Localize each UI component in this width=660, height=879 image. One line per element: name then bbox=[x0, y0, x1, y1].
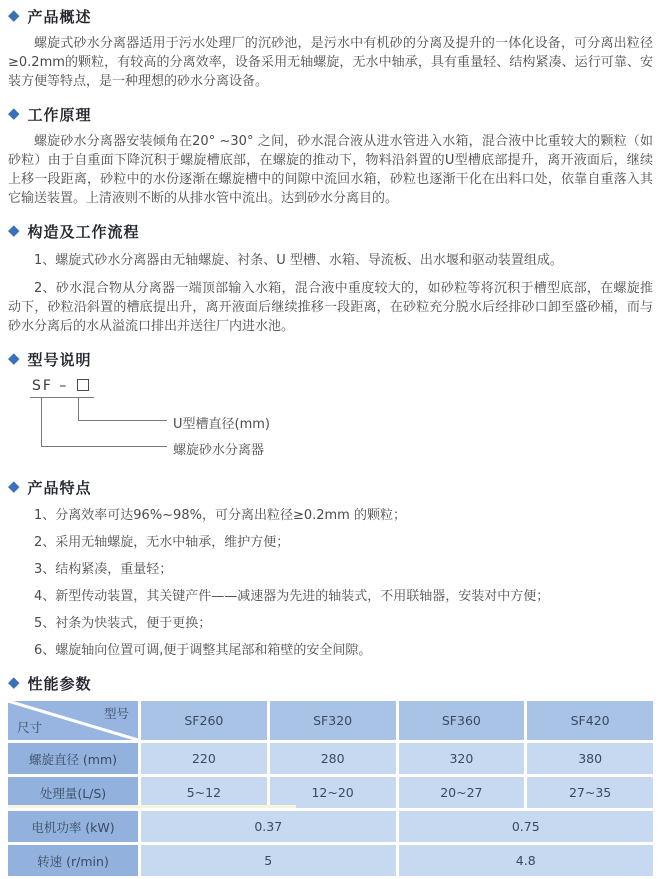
table-cell: 12~20 bbox=[270, 777, 396, 808]
section-heading-overview bbox=[8, 6, 653, 27]
table-cell: 5 bbox=[141, 845, 396, 876]
table-cell: 27~35 bbox=[527, 777, 653, 808]
diagram-line-horizontal-prefix bbox=[41, 446, 167, 447]
section-title-model: 型号说明 bbox=[27, 351, 92, 369]
section-heading-features bbox=[8, 477, 653, 498]
section-heading-model bbox=[8, 349, 653, 370]
model-code-diagram bbox=[32, 378, 653, 464]
table-row-rotation-speed bbox=[8, 845, 653, 876]
table-header-row bbox=[8, 701, 653, 740]
feature-item: 2、采用无轴螺旋，无水中轴承，维护方便； bbox=[34, 535, 290, 550]
section-heading-structure bbox=[8, 221, 653, 242]
row-label: 处理量(L/S) bbox=[8, 777, 138, 808]
section-title-features: 产品特点 bbox=[27, 479, 92, 497]
diamond-bullet-icon: ◆ bbox=[8, 477, 20, 495]
diagram-line-horizontal-box bbox=[78, 420, 167, 421]
section-heading-parameters bbox=[8, 673, 653, 694]
feature-item: 4、新型传动装置，其关键产件——减速器为先进的轴装式，不用联轴器，安装对中方便； bbox=[34, 589, 550, 604]
diagram-label-box-meaning: U型槽直径(mm) bbox=[173, 417, 270, 432]
diamond-bullet-icon: ◆ bbox=[8, 673, 20, 691]
table-cell: 320 bbox=[399, 743, 525, 774]
section-heading-principle bbox=[8, 104, 653, 125]
table-cell: 0.37 bbox=[141, 811, 396, 842]
table-cell: 280 bbox=[270, 743, 396, 774]
row-label: 转速 (r/min) bbox=[8, 845, 138, 876]
structure-item: 1、螺旋式砂水分离器由无轴螺旋、衬条、U 型槽、水箱、导流板、出水堰和驱动装置组成。 bbox=[34, 253, 563, 268]
section-title-overview: 产品概述 bbox=[27, 8, 92, 26]
table-model-header: SF320 bbox=[270, 701, 396, 740]
model-code-prefix: SF bbox=[32, 378, 53, 394]
table-cell: 20~27 bbox=[399, 777, 525, 808]
feature-item: 5、衬条为快装式，便于更换； bbox=[34, 616, 212, 631]
section-title-structure: 构造及工作流程 bbox=[27, 223, 140, 241]
table-row-screw-diameter bbox=[8, 743, 653, 774]
table-row-capacity bbox=[8, 777, 653, 808]
diagram-underline bbox=[30, 397, 94, 398]
table-cell: 4.8 bbox=[399, 845, 654, 876]
table-cell: 0.75 bbox=[399, 811, 654, 842]
model-code bbox=[32, 378, 89, 394]
table-cell: 380 bbox=[527, 743, 653, 774]
diamond-bullet-icon: ◆ bbox=[8, 104, 20, 122]
row-label: 电机功率 (kW) bbox=[8, 811, 138, 842]
diagram-line-vertical-prefix bbox=[41, 397, 42, 447]
corner-label-size: 尺寸 bbox=[17, 720, 43, 735]
structure-item: 2、砂水混合物从分离器一端顶部输入水箱，混合液中重度较大的，如砂粒等将沉积于槽型底部，在螺旋推动下，砂粒沿斜置的槽底提出升，离开液面后继续推移一段距离，在砂粒充分脱水后经排砂口卸至盛砂桶，而与砂水分离后的水从溢流口排出并送往厂内进水池。 bbox=[8, 281, 653, 334]
diamond-bullet-icon: ◆ bbox=[8, 6, 20, 24]
section-title-parameters: 性能参数 bbox=[27, 675, 92, 693]
performance-table bbox=[5, 698, 656, 879]
corner-label-model: 型号 bbox=[103, 706, 129, 721]
overview-paragraph: 螺旋式砂水分离器适用于污水处理厂的沉砂池，是污水中有机砂的分离及提升的一体化设备，可分离出粒径≥0.2mm的颗粒，有较高的分离效率，设备采用无轴螺旋，无水中轴承，具有重量轻、结构紧凑、运行可靠、安装方便等特点，是一种理想的砂水分离设备。 bbox=[8, 36, 653, 89]
model-placeholder-box bbox=[77, 379, 89, 391]
section-title-principle: 工作原理 bbox=[27, 106, 92, 124]
feature-item: 3、结构紧凑，重量轻； bbox=[34, 562, 173, 577]
table-row-motor-power bbox=[8, 811, 653, 842]
model-code-dash: – bbox=[59, 378, 69, 394]
table-corner-cell bbox=[8, 701, 138, 740]
table-cell: 220 bbox=[141, 743, 267, 774]
diamond-bullet-icon: ◆ bbox=[8, 349, 20, 367]
diagram-label-prefix-meaning: 螺旋砂水分离器 bbox=[173, 443, 265, 458]
table-cell: 5~12 bbox=[141, 777, 267, 808]
feature-item: 6、螺旋轴向位置可调,便于调整其尾部和箱壁的安全间隙。 bbox=[34, 643, 372, 658]
table-model-header: SF420 bbox=[527, 701, 653, 740]
diagram-line-vertical-box bbox=[78, 397, 79, 421]
principle-paragraph: 螺旋砂水分离器安装倾角在20° ~30° 之间，砂水混合液从进水管进入水箱，混合液中比重较大的颗粒（如砂粒）由于自重面下降沉积于螺旋槽底部，在螺旋的推动下，物料沿斜置的U型槽底部提升，离开液面后，继续上移一段距离，砂粒中的水份逐渐在螺旋槽中的间隙中流回水箱，砂粒也逐渐干化在出料口处，依靠自重落入其它输送装置。上清液则不断的从排水管中流出。达到砂水分离目的。 bbox=[8, 134, 653, 206]
diamond-bullet-icon: ◆ bbox=[8, 221, 20, 239]
table-model-header: SF260 bbox=[141, 701, 267, 740]
row-label: 螺旋直径 (mm) bbox=[8, 743, 138, 774]
table-model-header: SF360 bbox=[399, 701, 525, 740]
feature-item: 1、分离效率可达96%~98%，可分离出粒径≥0.2mm 的颗粒； bbox=[34, 508, 406, 523]
